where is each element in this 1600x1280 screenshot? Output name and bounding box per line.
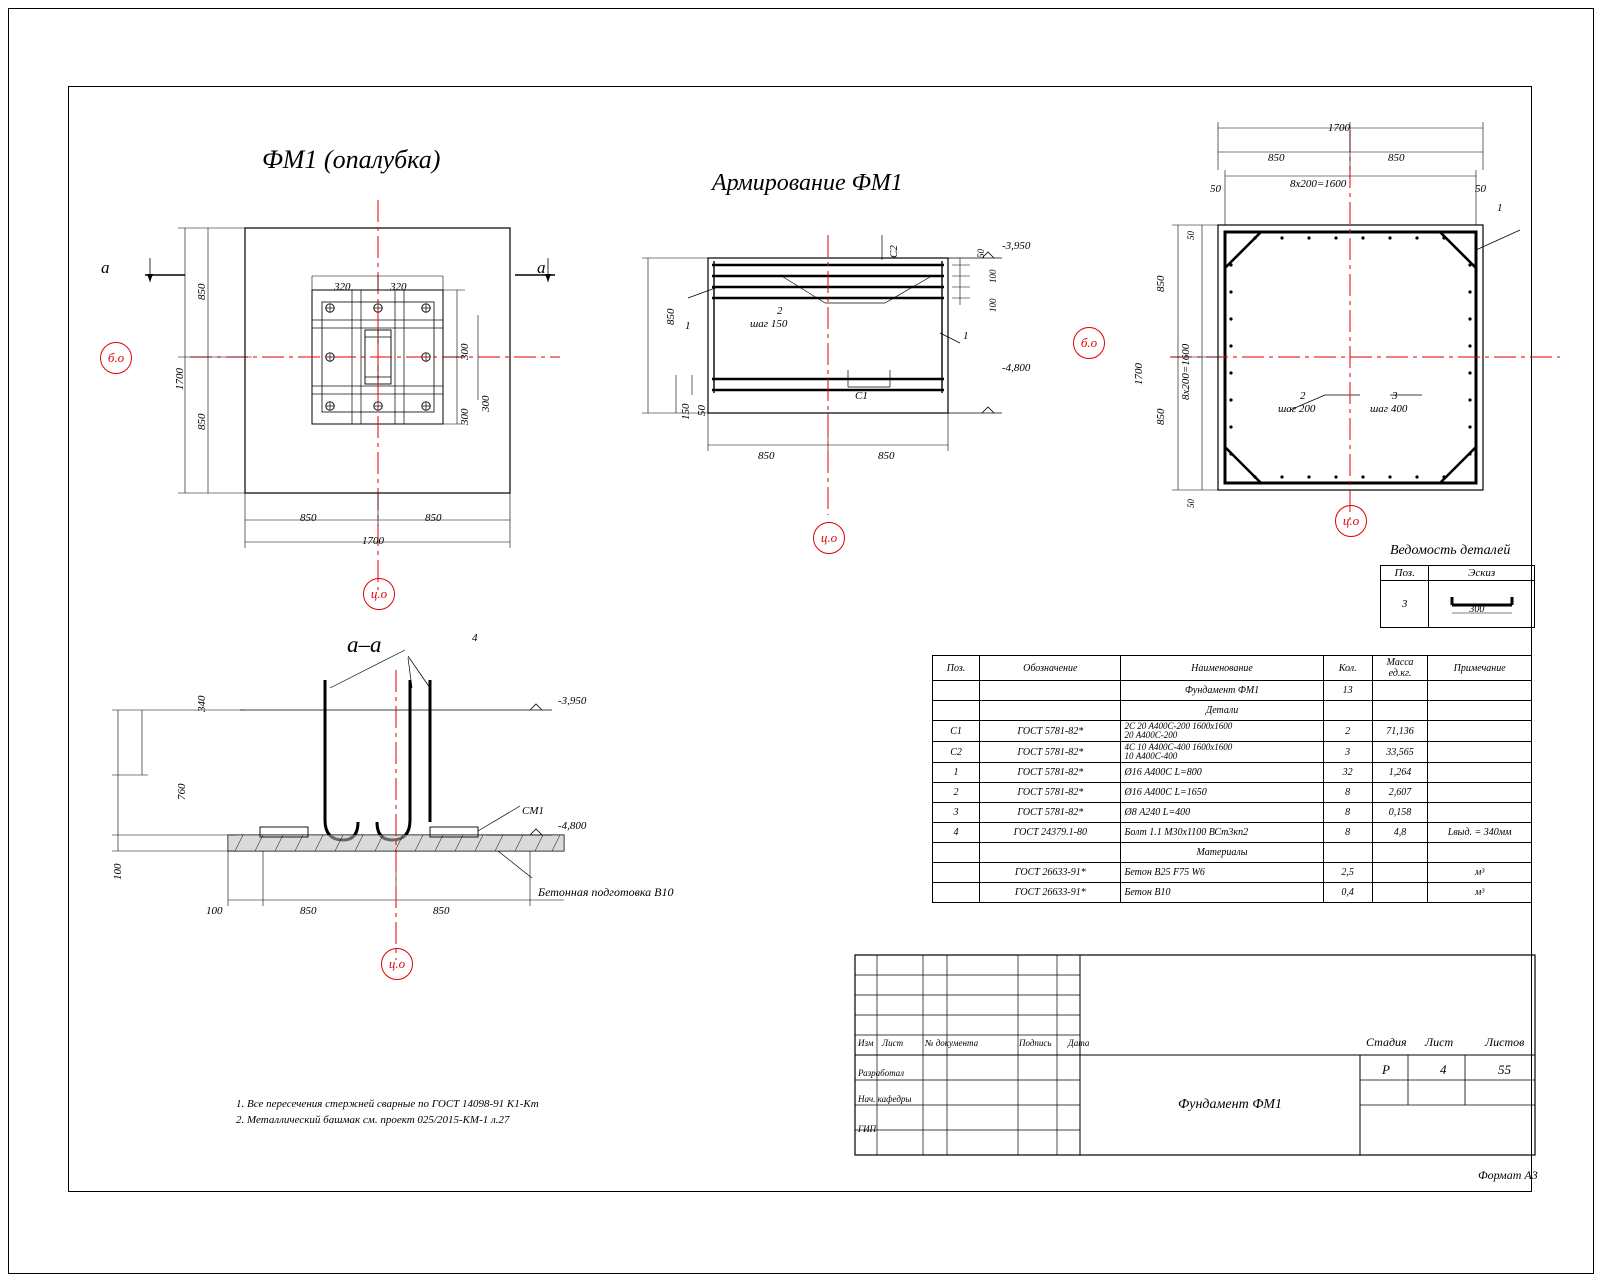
note-2: 2. Металлический башмак см. проект 025/2015-КМ-1 л.27	[236, 1114, 510, 1126]
table-row	[933, 742, 1532, 763]
tb-sheet-value: 4	[1440, 1062, 1447, 1077]
table-row	[933, 803, 1532, 823]
spec-cell-name: Болт 1.1 М30х1100 ВСт3кп2	[1121, 823, 1323, 843]
specification-table	[932, 655, 1532, 903]
spec-cell-mass	[1372, 863, 1428, 883]
axis-marker-co-reinforcement: ц.о	[813, 522, 845, 554]
spec-cell-note	[1428, 843, 1532, 863]
spec-cell-pos	[933, 883, 980, 903]
spec-cell-note	[1428, 763, 1532, 783]
spec-cell-note: Lвыд. = 340мм	[1428, 823, 1532, 843]
spec-table-body	[933, 681, 1532, 903]
details-header-pos: Поз.	[1381, 566, 1429, 581]
spec-cell-mass: 71,136	[1372, 721, 1428, 742]
level-section-bottom: -4,800	[558, 820, 587, 832]
axis-marker-bo-plan: б.о	[1073, 327, 1105, 359]
dim-formwork-300-c: 300	[480, 395, 492, 412]
detail-sketch-icon	[1434, 583, 1530, 623]
dim-plan-850-top-right: 850	[1388, 152, 1405, 164]
spec-cell-mass: 2,607	[1372, 783, 1428, 803]
spec-cell-designation	[980, 681, 1121, 701]
dim-section-bottom-850-left: 850	[300, 905, 317, 917]
spec-cell-mass	[1372, 701, 1428, 721]
table-row	[933, 823, 1532, 843]
details-header-row	[1381, 566, 1535, 581]
dim-formwork-bottom-850-right: 850	[425, 512, 442, 524]
dim-plan-50-left-top: 50	[1186, 231, 1196, 240]
spec-header-name: Наименование	[1121, 656, 1323, 681]
section-mark-left: а	[101, 258, 110, 277]
spec-cell-mass	[1372, 883, 1428, 903]
dim-reinf-bottom-850-left: 850	[758, 450, 775, 462]
dim-formwork-850-bottom: 850	[196, 413, 208, 430]
callout-plan-pos2-step: шаг 200	[1278, 403, 1316, 415]
tb-col-izm: Изм	[858, 1038, 874, 1048]
mark-c2: С2	[888, 245, 900, 258]
spec-cell-pos: С2	[933, 742, 980, 763]
tb-role-head: Нач. кафедры	[858, 1094, 912, 1104]
tb-col-doc: № документа	[925, 1038, 979, 1048]
tb-col-date: Дата	[1068, 1038, 1090, 1048]
spec-cell-name: Ø16 А400С L=800	[1121, 763, 1323, 783]
spec-cell-designation: ГОСТ 5781-82*	[980, 783, 1121, 803]
details-sheet-table	[1380, 565, 1535, 628]
dim-section-760: 760	[176, 783, 188, 800]
title-block-graphics	[855, 955, 1555, 1165]
spec-cell-mass: 33,565	[1372, 742, 1428, 763]
spec-cell-name: Бетон В25 F75 W6	[1121, 863, 1323, 883]
callout-pos4: 4	[472, 632, 478, 644]
dim-plan-1700-left: 1700	[1133, 363, 1145, 385]
spec-cell-note	[1428, 783, 1532, 803]
dim-formwork-850-top: 850	[196, 283, 208, 300]
tb-col-sign: Подпись	[1019, 1038, 1052, 1048]
callout-pos1-right: 1	[963, 330, 969, 342]
spec-cell-pos: 3	[933, 803, 980, 823]
tb-col-list: Лист	[882, 1038, 904, 1048]
dim-section-bottom-100: 100	[206, 905, 223, 917]
level-reinf-top: -3,950	[1002, 240, 1031, 252]
spec-cell-pos: 4	[933, 823, 980, 843]
tb-sheets-value: 55	[1498, 1062, 1511, 1077]
table-row	[933, 883, 1532, 903]
spec-cell-name: Ø16 А400С L=1650	[1121, 783, 1323, 803]
spec-cell-qty: 8	[1323, 803, 1372, 823]
details-sheet-title: Ведомость деталей	[1390, 543, 1511, 558]
plan-rebar-graphics	[1160, 110, 1580, 540]
dim-plan-1700-top: 1700	[1328, 122, 1350, 134]
spec-cell-qty	[1323, 843, 1372, 863]
callout-pos1-left: 1	[685, 320, 691, 332]
callout-plan-pos3-step: шаг 400	[1370, 403, 1408, 415]
spec-cell-designation: ГОСТ 5781-82*	[980, 721, 1121, 742]
dim-plan-50-top-left: 50	[1210, 183, 1221, 195]
spec-cell-pos	[933, 843, 980, 863]
spec-cell-note	[1428, 681, 1532, 701]
spec-header-row	[933, 656, 1532, 681]
dim-plan-mark-1: 1	[1497, 202, 1503, 214]
spec-cell-note	[1428, 803, 1532, 823]
dim-reinf-50-left: 50	[696, 405, 708, 416]
formwork-view-graphics	[90, 190, 710, 710]
spec-cell-designation	[980, 701, 1121, 721]
spec-cell-pos: 2	[933, 783, 980, 803]
level-section-top: -3,950	[558, 695, 587, 707]
spec-cell-designation	[980, 843, 1121, 863]
spec-cell-name: Бетон В10	[1121, 883, 1323, 903]
tb-stage-header: Стадия	[1366, 1035, 1407, 1049]
dim-formwork-bottom-1700: 1700	[362, 535, 384, 547]
spec-cell-note	[1428, 742, 1532, 763]
spec-cell-qty: 2	[1323, 721, 1372, 742]
spec-cell-mass	[1372, 843, 1428, 863]
spec-cell-note	[1428, 721, 1532, 742]
view-title-section-aa: а–а	[347, 632, 382, 657]
dim-section-bottom-850-right: 850	[433, 905, 450, 917]
spec-header-note: Примечание	[1428, 656, 1532, 681]
tb-role-gip: ГИП	[858, 1124, 877, 1134]
spec-cell-designation: ГОСТ 24379.1-80	[980, 823, 1121, 843]
dim-section-340: 340	[196, 695, 208, 712]
table-row	[933, 843, 1532, 863]
spec-cell-pos: С1	[933, 721, 980, 742]
dim-reinf-150: 150	[680, 403, 692, 420]
dim-formwork-bottom-850-left: 850	[300, 512, 317, 524]
detail-sketch-dim: 300	[1469, 604, 1485, 615]
details-row-sketch	[1429, 581, 1535, 628]
dim-plan-850-left-bottom: 850	[1155, 408, 1167, 425]
spec-cell-qty: 2,5	[1323, 863, 1372, 883]
spec-cell-note: м³	[1428, 883, 1532, 903]
spec-cell-mass	[1372, 681, 1428, 701]
table-row	[933, 763, 1532, 783]
label-concrete-preparation: Бетонная подготовка В10	[538, 885, 674, 899]
section-mark-right: а	[537, 258, 546, 277]
dim-reinf-100-b: 100	[988, 298, 998, 312]
spec-cell-name: 4С 10 А400С-400 1600х1600 10 А400С-400	[1121, 742, 1323, 763]
table-row	[933, 721, 1532, 742]
spec-cell-mass: 1,264	[1372, 763, 1428, 783]
spec-cell-designation: ГОСТ 5781-82*	[980, 742, 1121, 763]
details-row	[1381, 581, 1535, 628]
spec-cell-qty: 13	[1323, 681, 1372, 701]
spec-header-qty: Кол.	[1323, 656, 1372, 681]
axis-marker-co-section: ц.о	[381, 948, 413, 980]
dim-formwork-300-a: 300	[459, 343, 471, 360]
spec-cell-name: Материалы	[1121, 843, 1323, 863]
callout-pos2: 2	[777, 305, 783, 317]
tb-stage-value: Р	[1382, 1062, 1390, 1077]
dim-formwork-300-b: 300	[459, 408, 471, 425]
spec-cell-designation: ГОСТ 5781-82*	[980, 763, 1121, 783]
spec-cell-qty: 3	[1323, 742, 1372, 763]
dim-section-100: 100	[112, 863, 124, 880]
view-title-reinforcement: Армирование ФМ1	[712, 170, 903, 196]
spec-cell-designation: ГОСТ 26633-91*	[980, 863, 1121, 883]
view-title-formwork: ФМ1 (опалубка)	[262, 145, 441, 174]
tb-role-developer: Разработал	[858, 1068, 905, 1078]
tb-sheets-header: Листов	[1485, 1035, 1525, 1049]
dim-reinf-100-a: 100	[988, 269, 998, 283]
spec-cell-pos: 1	[933, 763, 980, 783]
dim-plan-8x200-left: 8х200=1600	[1180, 343, 1192, 400]
spec-cell-pos	[933, 681, 980, 701]
callout-pos2-step: шаг 150	[750, 318, 788, 330]
spec-cell-qty: 8	[1323, 783, 1372, 803]
spec-header-pos: Поз.	[933, 656, 980, 681]
spec-cell-note: м³	[1428, 863, 1532, 883]
dim-plan-8x200-top: 8х200=1600	[1290, 178, 1347, 190]
axis-marker-co-plan: ц.о	[1335, 505, 1367, 537]
dim-reinf-bottom-850-right: 850	[878, 450, 895, 462]
spec-header-designation: Обозначение	[980, 656, 1121, 681]
level-reinf-bottom: -4,800	[1002, 362, 1031, 374]
spec-cell-designation: ГОСТ 26633-91*	[980, 883, 1121, 903]
spec-cell-qty: 32	[1323, 763, 1372, 783]
dim-reinf-50-right: 50	[976, 249, 986, 258]
dim-formwork-320-right: 320	[390, 281, 407, 293]
note-1: 1. Все пересечения стержней сварные по ГОСТ 14098-91 К1-Кт	[236, 1098, 539, 1110]
mark-cm1: СМ1	[522, 805, 544, 817]
dim-plan-850-top-left: 850	[1268, 152, 1285, 164]
sheet-format-label: Формат А3	[1478, 1168, 1538, 1182]
callout-plan-pos3: 3	[1392, 390, 1398, 402]
spec-cell-name: 2С 20 А400С-200 1600х1600 20 А400С-200	[1121, 721, 1323, 742]
table-row	[933, 701, 1532, 721]
table-row	[933, 681, 1532, 701]
details-header-sketch: Эскиз	[1429, 566, 1535, 581]
spec-cell-qty	[1323, 701, 1372, 721]
spec-cell-designation: ГОСТ 5781-82*	[980, 803, 1121, 823]
axis-marker-co-formwork: ц.о	[363, 578, 395, 610]
dim-formwork-320-left: 320	[334, 281, 351, 293]
spec-cell-name: Ø8 А240 L=400	[1121, 803, 1323, 823]
spec-cell-name: Детали	[1121, 701, 1323, 721]
dim-plan-50-left-bottom: 50	[1186, 499, 1196, 508]
spec-cell-qty: 8	[1323, 823, 1372, 843]
spec-cell-pos	[933, 863, 980, 883]
spec-cell-pos	[933, 701, 980, 721]
tb-sheet-header: Лист	[1425, 1035, 1454, 1049]
mark-c1: С1	[855, 390, 868, 402]
table-row	[933, 783, 1532, 803]
dim-formwork-1700: 1700	[174, 368, 186, 390]
dim-reinf-850: 850	[665, 308, 677, 325]
callout-plan-pos2: 2	[1300, 390, 1306, 402]
axis-marker-bo-formwork: б.о	[100, 342, 132, 374]
details-row-pos: 3	[1381, 581, 1429, 628]
spec-header-mass: Масса ед.кг.	[1372, 656, 1428, 681]
dim-plan-50-top-right: 50	[1475, 183, 1486, 195]
spec-cell-note	[1428, 701, 1532, 721]
spec-cell-mass: 4,8	[1372, 823, 1428, 843]
table-row	[933, 863, 1532, 883]
tb-object-name: Фундамент ФМ1	[1178, 1097, 1283, 1112]
dim-plan-850-left-top: 850	[1155, 275, 1167, 292]
spec-cell-name: Фундамент ФМ1	[1121, 681, 1323, 701]
spec-cell-mass: 0,158	[1372, 803, 1428, 823]
spec-cell-qty: 0,4	[1323, 883, 1372, 903]
